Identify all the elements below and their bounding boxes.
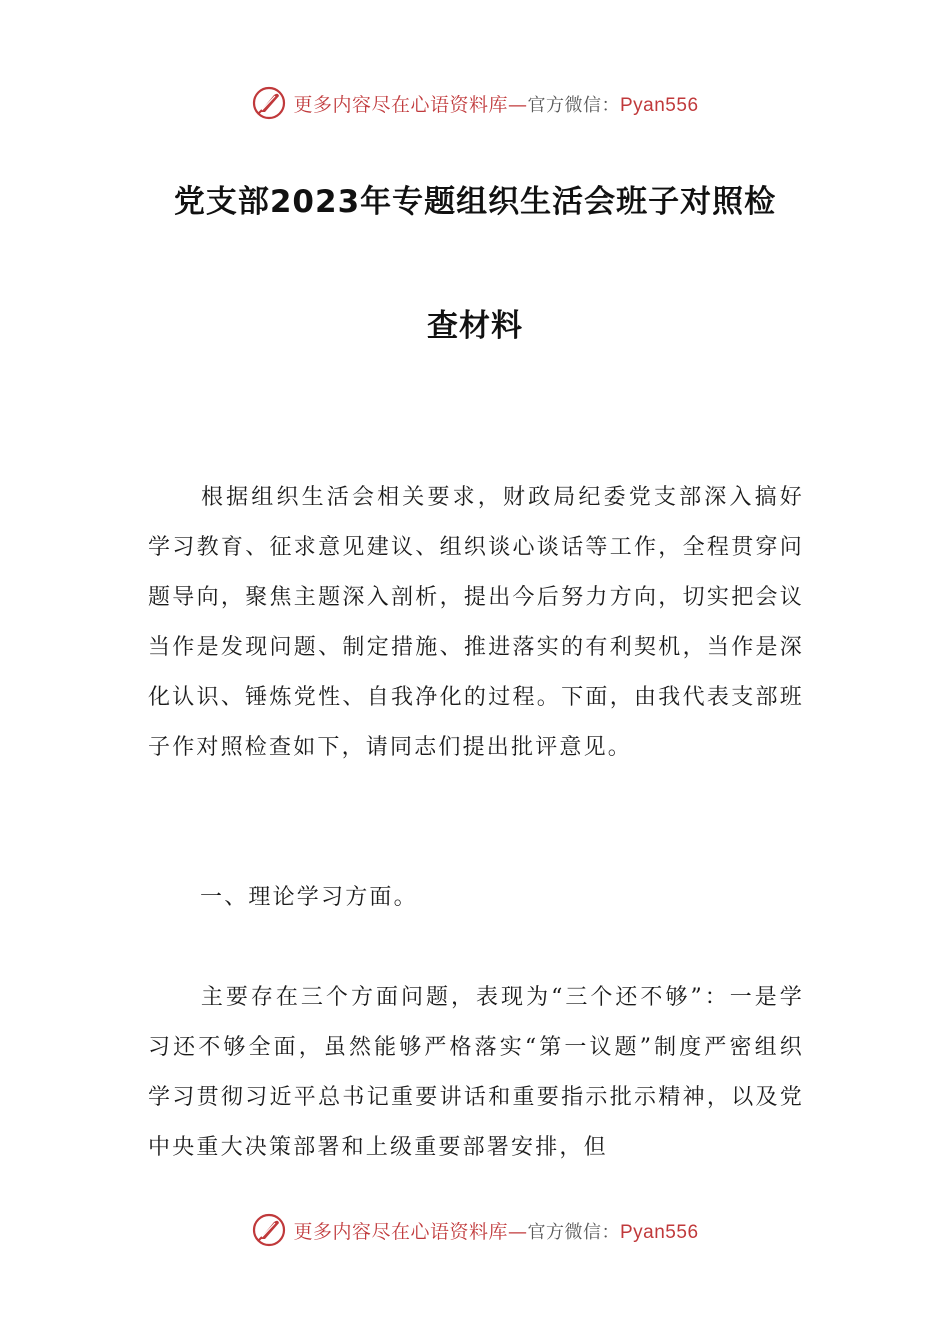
watermark-wechat-id: Pyan556 [620, 1221, 699, 1243]
watermark-library-name: 更多内容尽在心语资料库 [293, 93, 508, 116]
watermark-banner-bottom [0, 1210, 950, 1250]
paragraph-intro [148, 473, 804, 773]
watermark-dash: — [508, 93, 528, 116]
paragraph-problems [148, 973, 804, 1173]
watermark-dash: — [508, 1220, 528, 1243]
paragraph-intro-text: 根据组织生活会相关要求，财政局纪委党支部深入搞好学习教育、征求意见建议、组织谈心谈话等工作，全程贯穿问题导向，聚焦主题深入剖析，提出今后努力方向，切实把会议当作是发现问题、制定措施、推进落实的有利契机，当作是深化认识、锤炼党性、自我净化的过程。下面，由我代表支部班子作对照检查如下，请同志们提出批评意见。 [148, 485, 804, 760]
section-heading-text: 一、理论学习方面。 [200, 885, 418, 910]
watermark-banner-top [0, 83, 950, 123]
quill-pen-logo-icon [251, 1212, 287, 1248]
document-title-line-1: 党支部2023年专题组织生活会班子对照检 [173, 184, 777, 220]
document-title-line-2: 查材料 [427, 308, 523, 344]
watermark-wechat-label: 官方微信： [527, 1221, 620, 1243]
watermark-library-name: 更多内容尽在心语资料库 [293, 1220, 508, 1243]
quill-pen-logo-icon [251, 85, 287, 121]
paragraph-problems-text: 主要存在三个方面问题，表现为“三个还不够”：一是学习还不够全面，虽然能够严格落实“第一议题”制度严密组织学习贯彻习近平总书记重要讲话和重要指示批示精神，以及党中央重大决策部署和上级重要部署安排，但 [148, 985, 804, 1160]
watermark-wechat-label: 官方微信： [527, 94, 620, 116]
watermark-wechat-id: Pyan556 [620, 94, 699, 116]
watermark-text [293, 1217, 698, 1244]
watermark-text [293, 90, 698, 117]
section-heading-theory-study [148, 873, 804, 923]
